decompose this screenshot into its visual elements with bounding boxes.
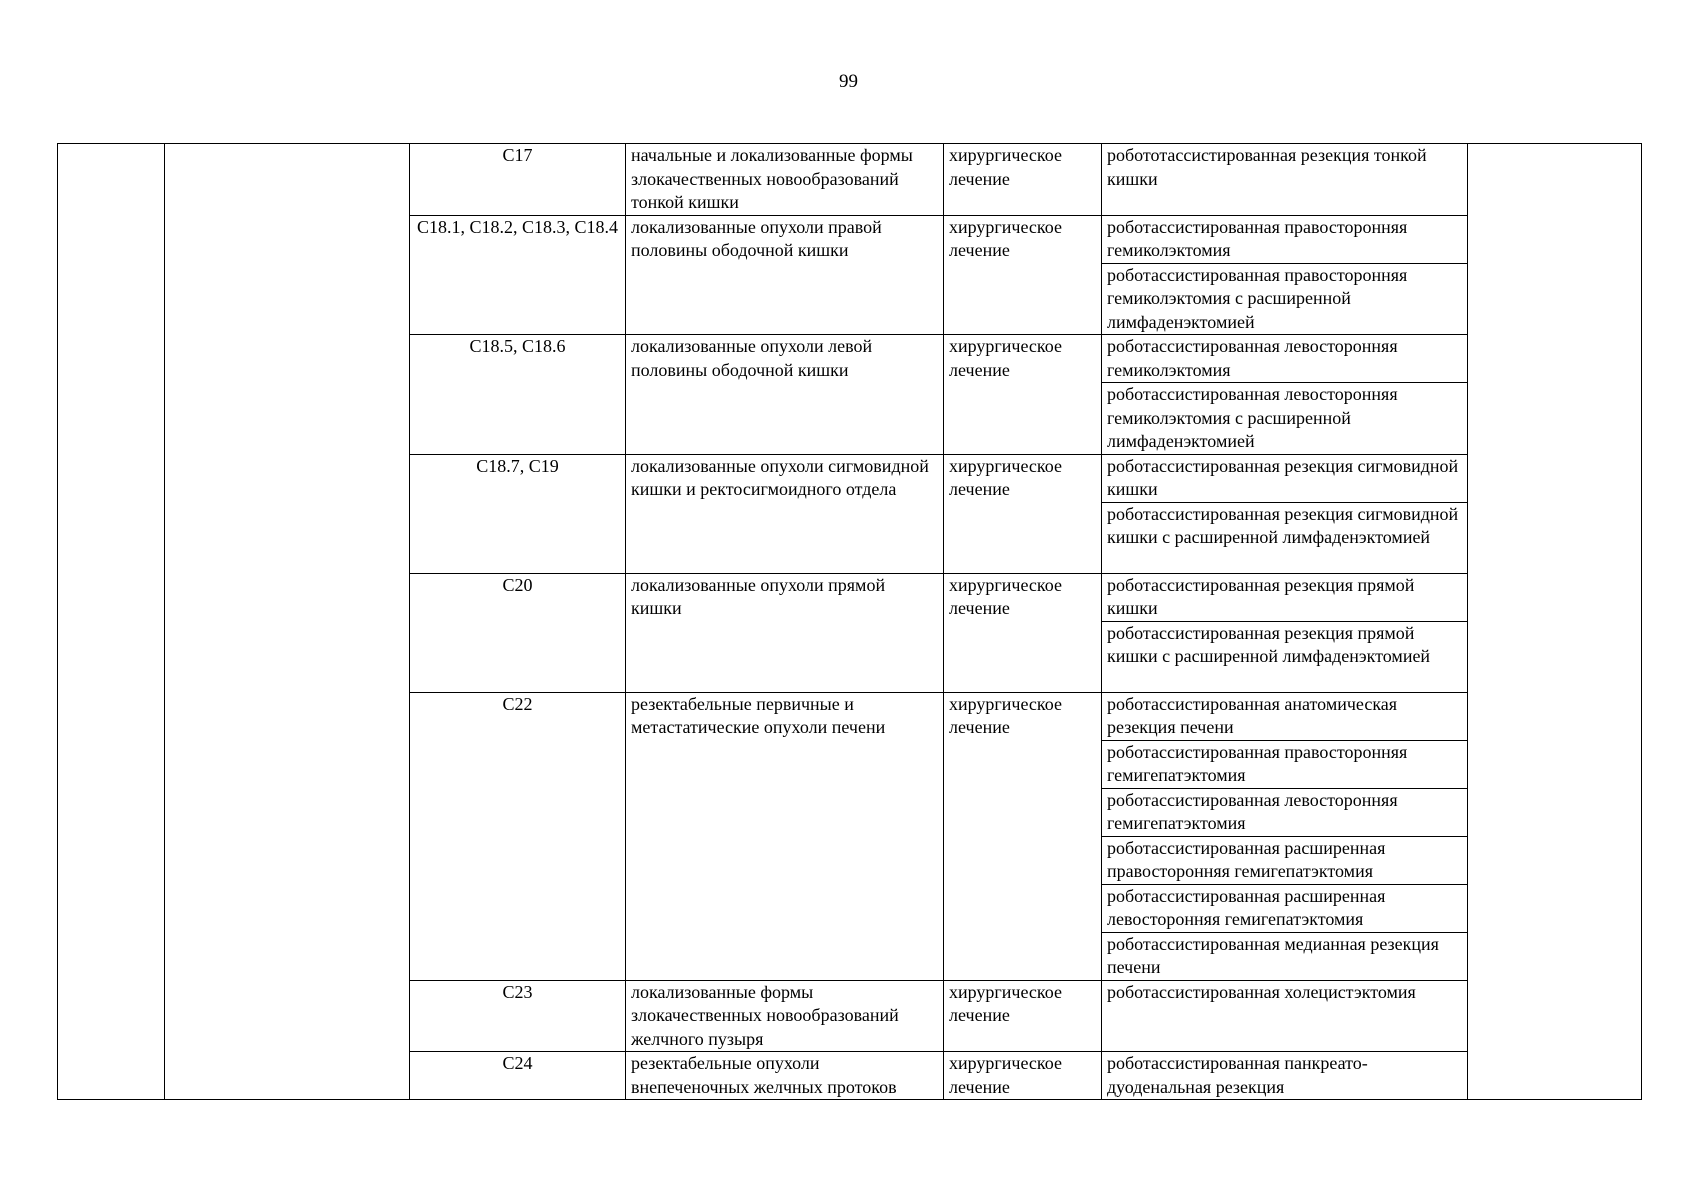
icd-code-cell: C18.5, C18.6: [410, 335, 626, 455]
page-number: 99: [839, 71, 858, 92]
method-cell: робототассистированная резекция тонкой кишки: [1102, 144, 1468, 216]
icd-code-cell: C18.7, C19: [410, 454, 626, 573]
method-cell: роботассистированная правосторонняя гемиколэктомия с расширенной лимфаденэктомией: [1102, 263, 1468, 335]
method-cell: роботассистированная холецистэктомия: [1102, 980, 1468, 1052]
patient-model-cell: локализованные опухоли сигмовидной кишки и ректосигмоидного отдела: [626, 454, 944, 573]
method-cell: роботассистированная расширенная левосторонняя гемигепатэктомия: [1102, 884, 1468, 932]
patient-model-cell: локализованные формы злокачественных новообразований желчного пузыря: [626, 980, 944, 1052]
patient-model-cell: локализованные опухоли прямой кишки: [626, 573, 944, 692]
icd-code-cell: C23: [410, 980, 626, 1052]
patient-model-cell: локализованные опухоли правой половины ободочной кишки: [626, 215, 944, 335]
method-cell: роботассистированная резекция сигмовидной кишки с расширенной лимфаденэктомией: [1102, 502, 1468, 573]
treatment-type-cell: хирургическое лечение: [944, 573, 1102, 692]
method-cell: роботассистированная левосторонняя гемиколэктомия с расширенной лимфаденэктомией: [1102, 383, 1468, 455]
method-cell: роботассистированная анатомическая резекция печени: [1102, 692, 1468, 740]
treatment-type-cell: хирургическое лечение: [944, 692, 1102, 980]
method-cell: роботассистированная панкреато-дуоденальная резекция: [1102, 1052, 1468, 1100]
patient-model-cell: резектабельные опухоли внепеченочных желчных протоков: [626, 1052, 944, 1100]
icd-code-cell: C24: [410, 1052, 626, 1100]
method-cell: роботассистированная резекция прямой кишки с расширенной лимфаденэктомией: [1102, 621, 1468, 692]
group-name-cell: [165, 144, 410, 1100]
treatment-type-cell: хирургическое лечение: [944, 215, 1102, 335]
patient-model-cell: начальные и локализованные формы злокачественных новообразований тонкой кишки: [626, 144, 944, 216]
icd-code-cell: C22: [410, 692, 626, 980]
method-cell: роботассистированная левосторонняя гемиколэктомия: [1102, 335, 1468, 383]
group-number-cell: [58, 144, 165, 1100]
standard-cell: [1468, 144, 1642, 1100]
patient-model-cell: резектабельные первичные и метастатические опухоли печени: [626, 692, 944, 980]
method-cell: роботассистированная резекция прямой кишки: [1102, 573, 1468, 621]
treatment-type-cell: хирургическое лечение: [944, 144, 1102, 216]
table-row: [58, 144, 1642, 216]
method-cell: роботассистированная левосторонняя гемигепатэктомия: [1102, 788, 1468, 836]
treatment-type-cell: хирургическое лечение: [944, 335, 1102, 455]
icd-code-cell: C18.1, C18.2, C18.3, C18.4: [410, 215, 626, 335]
method-cell: роботассистированная расширенная правосторонняя гемигепатэктомия: [1102, 836, 1468, 884]
treatment-type-cell: хирургическое лечение: [944, 454, 1102, 573]
treatment-type-cell: хирургическое лечение: [944, 1052, 1102, 1100]
treatment-type-cell: хирургическое лечение: [944, 980, 1102, 1052]
icd-code-cell: C17: [410, 144, 626, 216]
medical-care-table: [57, 143, 1642, 1100]
method-cell: роботассистированная медианная резекция печени: [1102, 932, 1468, 980]
icd-code-cell: C20: [410, 573, 626, 692]
table-body: [58, 144, 1642, 1100]
method-cell: роботассистированная резекция сигмовидной кишки: [1102, 454, 1468, 502]
patient-model-cell: локализованные опухоли левой половины ободочной кишки: [626, 335, 944, 455]
method-cell: роботассистированная правосторонняя гемиколэктомия: [1102, 215, 1468, 263]
method-cell: роботассистированная правосторонняя гемигепатэктомия: [1102, 740, 1468, 788]
